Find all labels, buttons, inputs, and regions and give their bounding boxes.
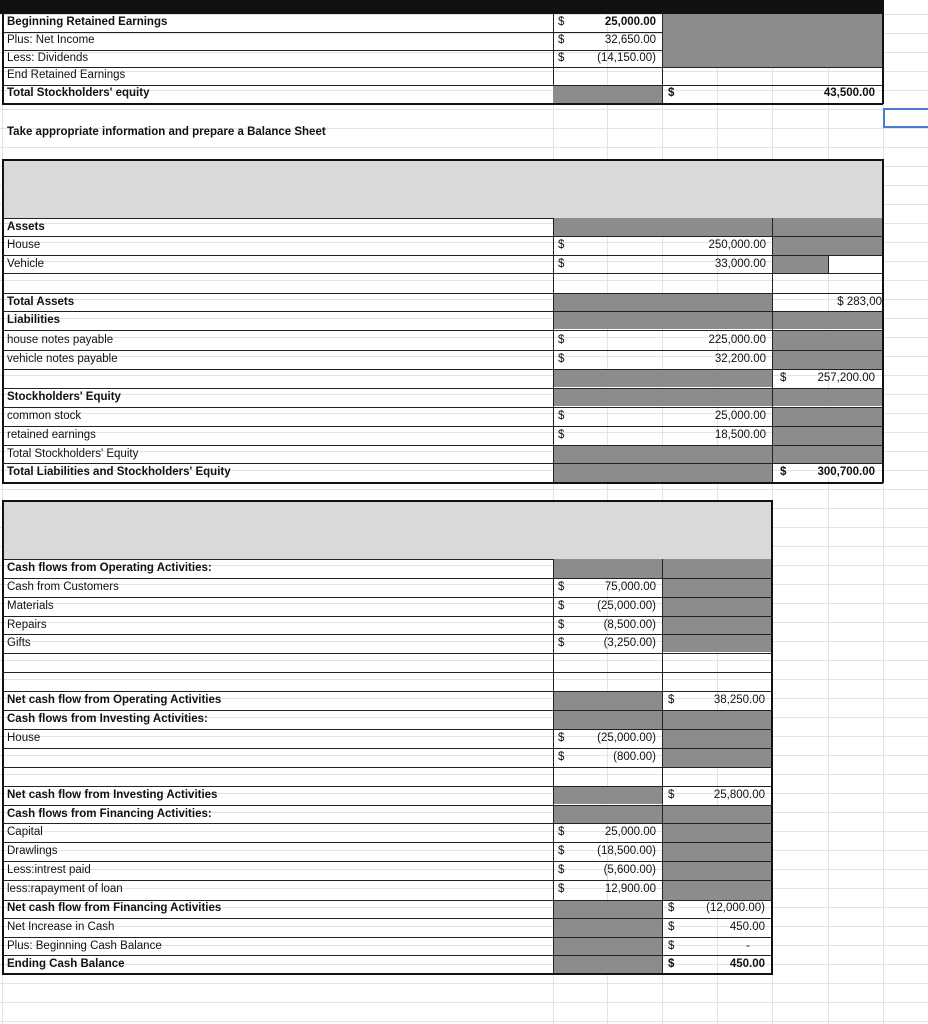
grid-row-line [0,299,928,300]
cash-flow-header-band [3,502,771,559]
net-investing-currency: $ [668,789,675,801]
grid-row-line [0,1021,928,1022]
total-liabilities-currency: $ [780,372,787,384]
grid-row-line [0,622,928,623]
operating-value: (3,250.00) [603,637,656,649]
net-financing-label: Net cash flow from Financing Activities [7,902,222,914]
asset-label: House [7,239,41,251]
liability-currency: $ [558,334,565,346]
grid-row-line [0,641,928,642]
grid-row-line [0,831,928,832]
equity-currency: $ [558,410,565,422]
net-increase-value: 450.00 [729,921,765,933]
net-increase-label: Net Increase in Cash [7,921,115,933]
eq-row-value: 32,650.00 [604,34,656,46]
net-financing-value: (12,000.00) [706,902,765,914]
liability-value: 32,200.00 [714,353,766,365]
equity-value: 25,000.00 [714,410,766,422]
financing-currency: $ [558,864,565,876]
financing-value: 12,900.00 [604,883,656,895]
liability-label: house notes payable [7,334,114,346]
liability-label: vehicle notes payable [7,353,118,365]
financing-currency: $ [558,883,565,895]
net-financing-currency: $ [668,902,675,914]
operating-value: (25,000.00) [597,600,656,612]
eq-row-currency: $ [558,52,565,64]
net-increase-currency: $ [668,921,675,933]
grid-row-line [0,603,928,604]
grid-row-line [0,774,928,775]
total-equity-label: Total Stockholders' Equity [7,448,139,460]
equity-label: retained earnings [7,429,96,441]
balance-sheet-header-band [3,161,882,218]
financing-label: Less:intrest paid [7,864,91,876]
investing-label: House [7,732,41,744]
grid-row-line [0,869,928,870]
header-bar [0,0,884,14]
grid-column-line [828,0,829,1024]
eq-row-label: Beginning Retained Earnings [7,16,168,28]
financing-label: Drawlings [7,845,58,857]
grid-row-line [0,489,928,490]
operating-value: 75,000.00 [604,581,656,593]
ending-cash-currency: $ [668,958,675,970]
ending-cash-value: 450.00 [729,958,765,970]
grid-row-line [0,679,928,680]
financing-value: 25,000.00 [604,826,656,838]
operating-label: Gifts [7,637,31,649]
financing-value: (5,600.00) [603,864,656,876]
grid-row-line [0,660,928,661]
operating-currency: $ [558,600,565,612]
total-liab-equity-label: Total Liabilities and Stockholders' Equity [7,466,231,478]
financing-label: less:rapayment of loan [7,883,123,895]
eq-row-label: Less: Dividends [7,52,89,64]
operating-label: Materials [7,600,54,612]
operating-label: Repairs [7,619,47,631]
financing-currency: $ [558,845,565,857]
grid-row-line [0,280,928,281]
investing-heading: Cash flows from Investing Activities: [7,713,208,725]
net-operating-label: Net cash flow from Operating Activities [7,694,222,706]
total-assets-label: Total Assets [7,296,75,308]
grid-row-line [0,1002,928,1003]
assets-heading: Assets [7,221,45,233]
equity-label: common stock [7,410,82,422]
asset-currency: $ [558,239,565,251]
grid-row-line [0,147,928,148]
grid-row-line [0,71,928,72]
grid-column-line [883,0,884,1024]
equity-heading: Stockholders' Equity [7,391,121,403]
eq-row-value: (14,150.00) [597,52,656,64]
beginning-cash-currency: $ [668,940,675,952]
shaded-cells [662,14,883,67]
operating-value: (8,500.00) [603,619,656,631]
operating-currency: $ [558,637,565,649]
net-investing-value: 25,800.00 [713,789,765,801]
total-liab-equity-value: 300,700.00 [817,466,875,478]
ending-cash-label: Ending Cash Balance [7,958,125,970]
total-assets-value: $ 283,00 [837,296,882,308]
grid-row-line [0,888,928,889]
asset-currency: $ [558,258,565,270]
asset-value: 33,000.00 [714,258,766,270]
investing-currency: $ [558,732,565,744]
eq-row-value: 25,000.00 [604,16,656,28]
grid-row-line [0,584,928,585]
financing-heading: Cash flows from Financing Activities: [7,808,212,820]
financing-label: Capital [7,826,43,838]
grid-row-line [0,850,928,851]
eq-row-currency: $ [558,34,565,46]
eq-total-label: Total Stockholders' equity [7,87,150,99]
grid-row-line [0,926,928,927]
eq-row-currency: $ [558,16,565,28]
instruction-text: Take appropriate information and prepare a Balance Sheet [7,126,326,138]
eq-total-value: 43,500.00 [823,87,875,99]
grid-row-line [0,983,928,984]
financing-currency: $ [558,826,565,838]
eq-total-currency: $ [668,87,675,99]
operating-currency: $ [558,581,565,593]
equity-value: 18,500.00 [714,429,766,441]
net-operating-currency: $ [668,694,675,706]
grid-row-line [0,755,928,756]
investing-value: (25,000.00) [597,732,656,744]
grid-row-line [0,109,928,110]
investing-currency: $ [558,751,565,763]
beginning-cash-value: - [746,940,750,952]
total-liab-equity-currency: $ [780,466,787,478]
liabilities-heading: Liabilities [7,314,61,326]
equity-currency: $ [558,429,565,441]
asset-label: Vehicle [7,258,45,270]
financing-value: (18,500.00) [597,845,656,857]
operating-heading: Cash flows from Operating Activities: [7,562,212,574]
operating-label: Cash from Customers [7,581,119,593]
eq-row-label: End Retained Earnings [7,69,126,81]
liability-currency: $ [558,353,565,365]
operating-currency: $ [558,619,565,631]
selected-cell[interactable] [883,108,928,128]
eq-row-label: Plus: Net Income [7,34,95,46]
total-liabilities-value: 257,200.00 [817,372,875,384]
beginning-cash-label: Plus: Beginning Cash Balance [7,940,162,952]
investing-value: (800.00) [613,751,656,763]
liability-value: 225,000.00 [708,334,766,346]
grid-row-line [0,964,928,965]
grid-row-line [0,736,928,737]
net-investing-label: Net cash flow from Investing Activities [7,789,218,801]
net-operating-value: 38,250.00 [713,694,765,706]
asset-value: 250,000.00 [708,239,766,251]
grid-row-line [0,375,928,376]
shaded-cell [553,86,662,103]
